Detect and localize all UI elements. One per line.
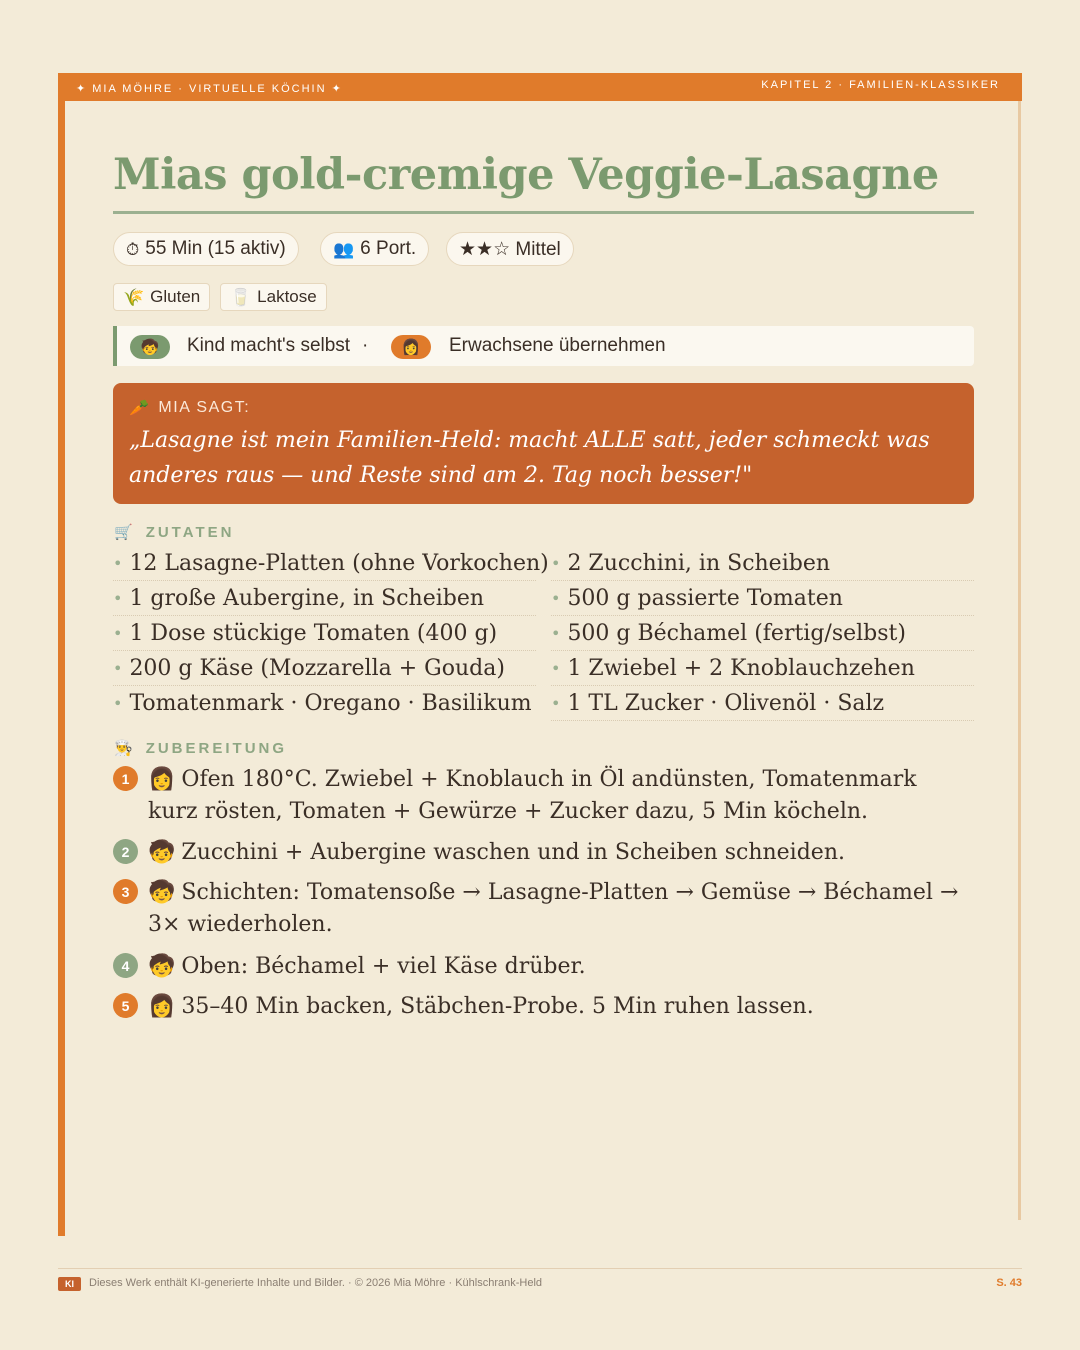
portions-chip	[320, 232, 429, 266]
legend-kid-label: Kind macht's selbst	[187, 335, 351, 356]
allergen-label: Gluten	[150, 287, 201, 306]
quote-heading	[129, 398, 250, 418]
recipe-title: Mias gold-cremige Veggie-Lasagne	[113, 150, 939, 200]
step-number: 4	[113, 953, 138, 978]
list-item: • 1 Dose stückige Tomaten (400 g)	[113, 616, 536, 651]
ingredients-right-column	[551, 546, 974, 721]
list-item: • 200 g Käse (Mozzarella + Gouda)	[113, 651, 536, 686]
legend-separator: ·	[362, 335, 369, 356]
list-item: • 2 Zucchini, in Scheiben	[551, 546, 974, 581]
ingredients-heading-label: ZUTATEN	[145, 523, 235, 541]
list-item: • Tomatenmark · Oregano · Basilikum	[113, 691, 532, 716]
kid-pill	[130, 335, 170, 359]
adult-icon: 👩	[148, 767, 176, 792]
list-item: • 1 TL Zucker · Olivenöl · Salz	[551, 686, 974, 721]
cart-icon: 🛒	[114, 524, 136, 541]
list-item: • 1 große Aubergine, in Scheiben	[113, 581, 536, 616]
allergen-tag-laktose	[220, 283, 327, 311]
page-frame-left	[58, 73, 65, 1236]
list-item: • 500 g passierte Tomaten	[551, 581, 974, 616]
allergen-label: Laktose	[257, 287, 317, 306]
portions-label: 6 Port.	[360, 238, 417, 259]
steps-heading	[114, 739, 287, 757]
step-number: 5	[113, 993, 138, 1018]
allergen-tag-gluten	[113, 283, 210, 311]
kid-icon: 🧒	[140, 339, 160, 356]
step-text: 👩 35–40 Min backen, Stäbchen-Probe. 5 Min ruhen lassen.	[148, 994, 814, 1019]
mia-quote-box	[113, 383, 974, 504]
ki-badge: KI	[58, 1277, 81, 1291]
footer-disclaimer: Dieses Werk enthält KI-generierte Inhalte und Bilder. · © 2026 Mia Möhre · Kühlschrank-Held	[89, 1277, 543, 1289]
list-item: • 500 g Béchamel (fertig/selbst)	[551, 616, 974, 651]
step-number: 3	[113, 879, 138, 904]
adult-icon: 👩	[401, 339, 421, 356]
step-text: 🧒 Oben: Béchamel + viel Käse drüber.	[148, 954, 586, 979]
quote-text: „Lasagne ist mein Familien-Held: macht ALLE satt, jeder schmeckt was anderes raus — und Reste sind am 2. Tag noch besser!"	[129, 428, 930, 488]
footer-divider	[58, 1268, 1022, 1269]
kid-icon: 🧒	[148, 840, 176, 865]
quote-heading-label: MIA SAGT:	[158, 399, 251, 416]
ingredients-left-column	[113, 546, 549, 721]
role-legend	[113, 326, 974, 366]
difficulty-label: ★★☆ Mittel	[459, 238, 561, 260]
difficulty-chip	[446, 232, 574, 266]
chef-icon: 👨‍🍳	[114, 740, 136, 757]
wheat-icon: 🌾	[123, 287, 145, 307]
list-item: • 12 Lasagne-Platten (ohne Vorkochen)	[113, 546, 536, 581]
page-number: S. 43	[996, 1277, 1022, 1289]
header-chapter: KAPITEL 2 · FAMILIEN-KLASSIKER	[761, 79, 1000, 91]
ingredients-heading	[114, 523, 234, 541]
step-number: 2	[113, 839, 138, 864]
time-label: 55 Min (15 aktiv)	[145, 238, 286, 259]
step-text: 🧒 Zucchini + Aubergine waschen und in Scheiben schneiden.	[148, 840, 845, 865]
title-divider	[113, 211, 974, 214]
step-text: 👩 Ofen 180°C. Zwiebel + Knoblauch in Öl andünsten, Tomatenmark kurz rösten, Tomaten + Gewürze + Zucker dazu, 5 Min köcheln.	[148, 767, 917, 824]
stopwatch-icon: ⏱	[126, 239, 140, 259]
carrot-icon: 🥕	[129, 400, 151, 417]
people-icon: 👥	[333, 239, 355, 259]
legend-adult-label: Erwachsene übernehmen	[449, 335, 666, 356]
header-brand: ✦ MIA MÖHRE · VIRTUELLE KÖCHIN ✦	[76, 83, 343, 95]
milk-icon: 🥛	[230, 287, 252, 307]
legend-accent-bar	[113, 326, 117, 366]
kid-icon: 🧒	[148, 954, 176, 979]
step-number: 1	[113, 766, 138, 791]
header-bar	[58, 73, 1022, 101]
page-frame-right	[1018, 100, 1021, 1220]
kid-icon: 🧒	[148, 880, 176, 905]
adult-pill	[391, 335, 431, 359]
time-chip	[113, 232, 299, 266]
list-item: • 1 Zwiebel + 2 Knoblauchzehen	[551, 651, 974, 686]
steps-heading-label: ZUBEREITUNG	[145, 739, 288, 757]
adult-icon: 👩	[148, 994, 176, 1019]
step-text: 🧒 Schichten: Tomatensoße → Lasagne-Platten → Gemüse → Béchamel → 3× wiederholen.	[148, 880, 959, 937]
